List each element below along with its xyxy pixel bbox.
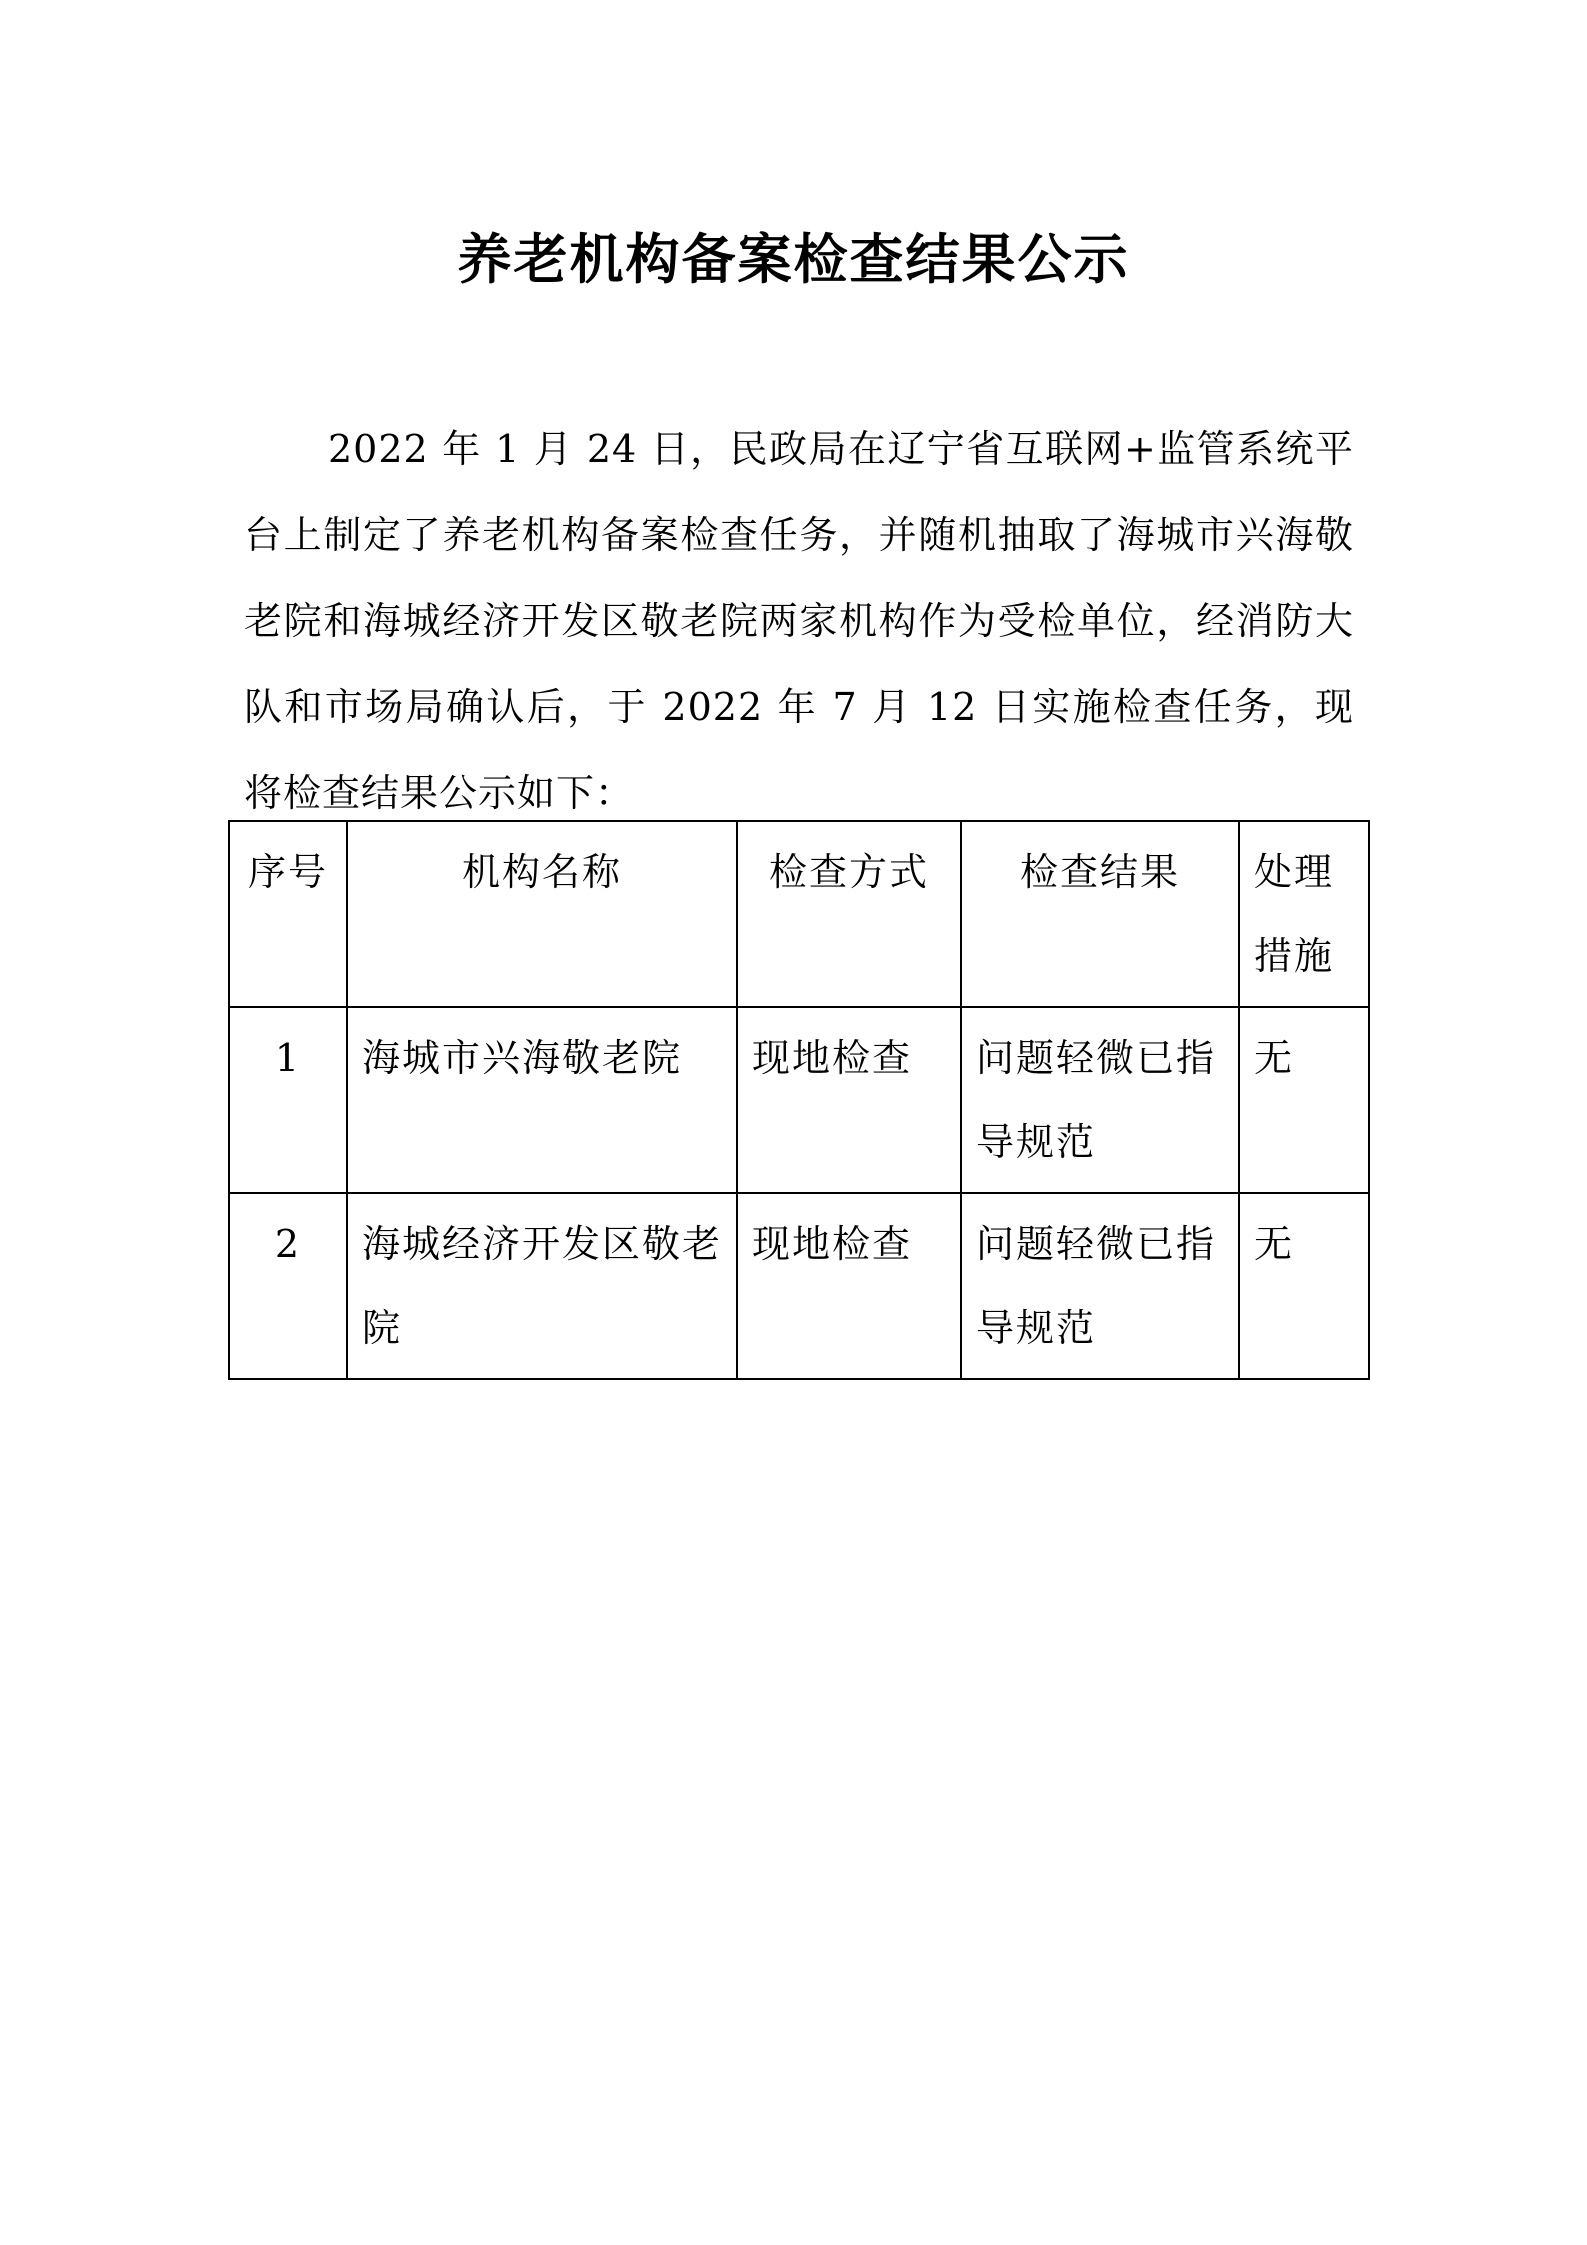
cell-inspection-result: 问题轻微已指导规范: [961, 1007, 1239, 1193]
cell-inspection-method: 现地检查: [737, 1007, 961, 1193]
header-inspection-method: 检查方式: [737, 821, 961, 1007]
header-institution-name: 机构名称: [347, 821, 737, 1007]
header-serial: 序号: [229, 821, 347, 1007]
table-header-row: [229, 821, 1369, 1007]
cell-inspection-method: 现地检查: [737, 1193, 961, 1379]
header-inspection-result: 检查结果: [961, 821, 1239, 1007]
table-row: [229, 1193, 1369, 1379]
cell-institution-name: 海城市兴海敬老院: [347, 1007, 737, 1193]
header-action: 处理措施: [1239, 821, 1369, 1007]
inspection-result-table: [228, 820, 1370, 1380]
table-row: [229, 1007, 1369, 1193]
announcement-paragraph: 2022 年 1 月 24 日，民政局在辽宁省互联网+监管系统平台上制定了养老机构备案检查任务，并随机抽取了海城市兴海敬老院和海城经济开发区敬老院两家机构作为受检单位，经消防大队和市场局确认后，于 2022 年 7 月 12 日实施检查任务，现将检查结果公示如下：: [244, 427, 1354, 815]
page-title: 养老机构备案检查结果公示: [457, 228, 1130, 291]
cell-serial: 2: [229, 1193, 347, 1379]
cell-institution-name: 海城经济开发区敬老院: [347, 1193, 737, 1379]
cell-serial: 1: [229, 1007, 347, 1193]
cell-action: 无: [1239, 1193, 1369, 1379]
cell-inspection-result: 问题轻微已指导规范: [961, 1193, 1239, 1379]
cell-action: 无: [1239, 1007, 1369, 1193]
